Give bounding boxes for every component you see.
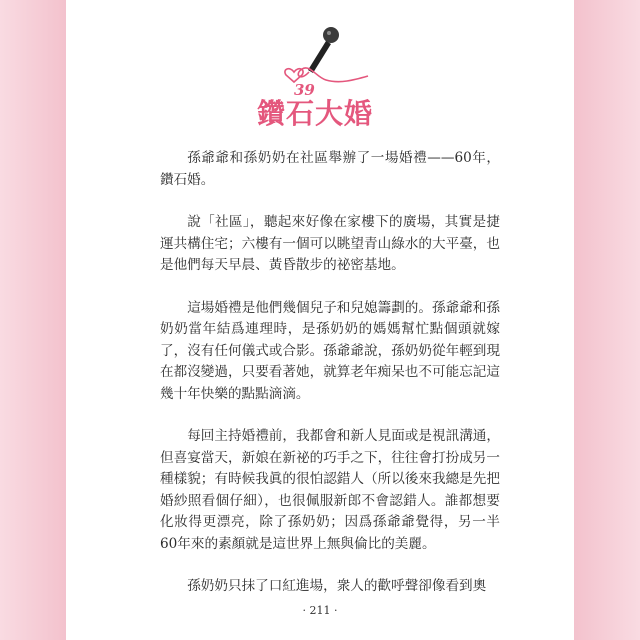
paragraph: 每回主持婚禮前，我都會和新人見面或是視訊溝通，但喜宴當天，新娘在新祕的巧手之下，往往會打扮成另一種樣貌；有時候我眞的很怕認錯人（所以後來我總是先把婚紗照看個仔細），也很佩服新郎不會認錯人。誰都想要化妝得更漂亮，除了孫奶奶；因爲孫爺爺覺得，另一半60年來的素顏就是這世界上無與倫比的美麗。 bbox=[160, 428, 500, 552]
paragraph: 孫奶奶只抹了口紅進場，衆人的歡呼聲卻像看到奧 bbox=[187, 578, 487, 594]
paragraph: 這場婚禮是他們幾個兒子和兒媳籌劃的。孫爺爺和孫奶奶當年結爲連理時，是孫奶奶的媽媽幫忙點個頭就嫁了，沒有任何儀式或合影。孫爺爺說，孫奶奶從年輕到現在都沒變過，只要看著她，就算老年痴呆也不可能忘記這幾十年快樂的點點滴滴。 bbox=[160, 299, 500, 402]
body-text bbox=[160, 148, 500, 598]
page-margin-right bbox=[574, 0, 640, 640]
paragraph: 說「社區」，聽起來好像在家樓下的廣場，其實是捷運共構住宅；六樓有一個可以眺望青山綠水的大平臺，也是他們每天早晨、黃昏散步的祕密基地。 bbox=[160, 214, 500, 273]
chapter-title: 鑽石大婚 bbox=[257, 97, 374, 130]
page-margin-left bbox=[0, 0, 66, 640]
microphone-head bbox=[323, 27, 339, 43]
paragraph: 孫爺爺和孫奶奶在社區舉辦了一場婚禮——60年，鑽石婚。 bbox=[160, 150, 500, 188]
chapter-number: 39 bbox=[294, 81, 315, 99]
page-number: · 211 · bbox=[302, 604, 338, 617]
microphone-handle bbox=[308, 41, 331, 73]
